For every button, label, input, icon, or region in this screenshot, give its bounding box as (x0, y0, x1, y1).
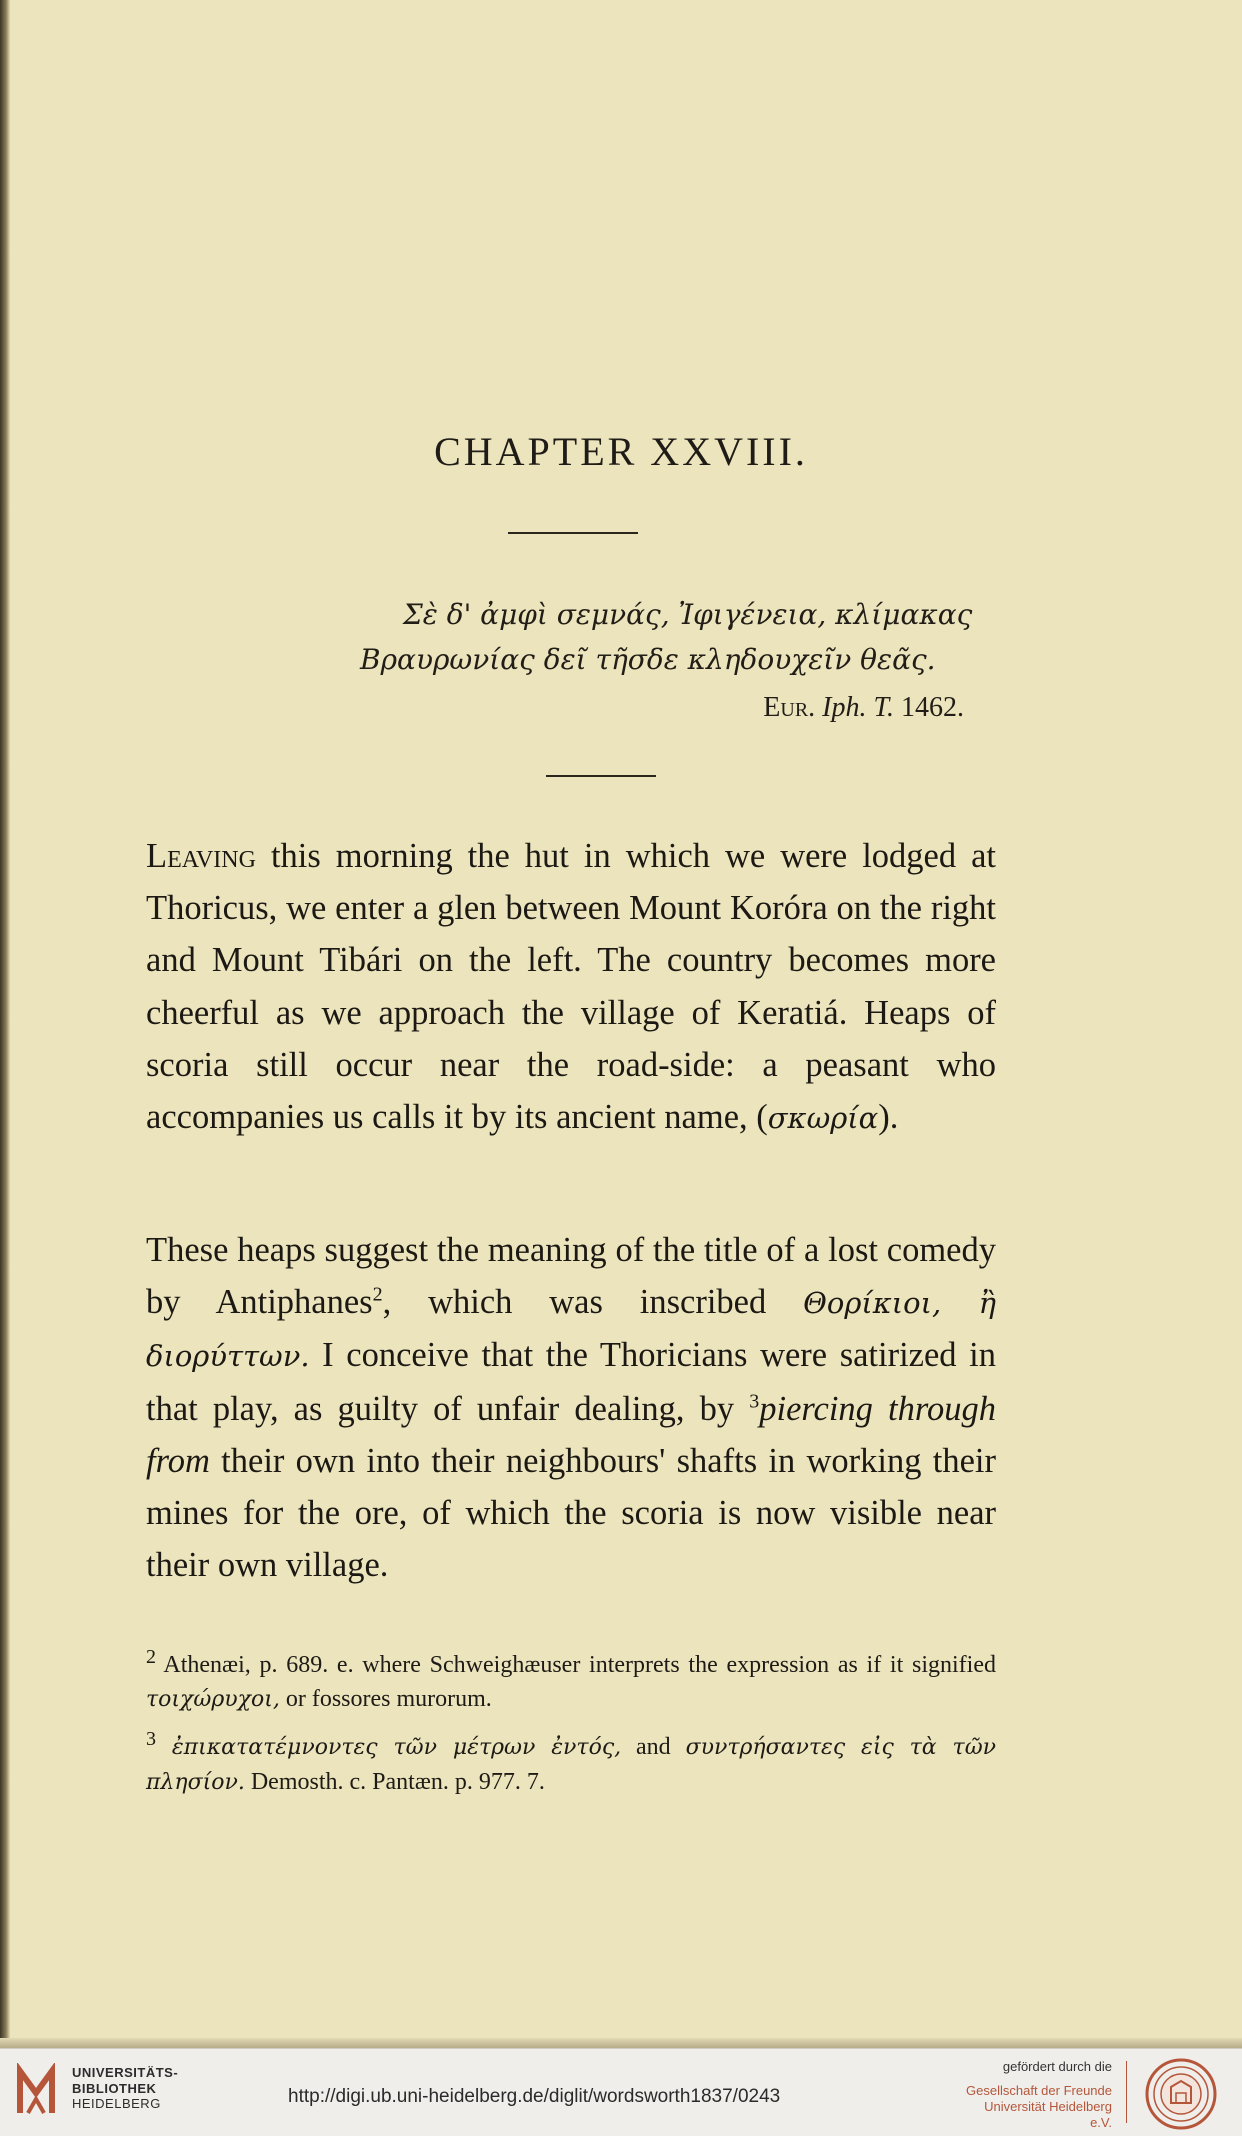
sponsor-divider (1126, 2061, 1127, 2123)
library-name-line: HEIDELBERG (72, 2096, 161, 2111)
footnote-greek: συντρήσαντες εἰς τὰ τῶν πλησίον. (146, 1735, 997, 1795)
paragraph-2 (146, 1224, 996, 1591)
greek-title: Θορίκιοι, ἢ διορύττων. (146, 1286, 996, 1374)
footnote-mark: 2 (146, 1646, 156, 1668)
footnote-mark: 3 (146, 1728, 156, 1750)
footnote-ref[interactable]: 2 (372, 1283, 383, 1306)
paragraph-text: I conceive that the Thoricians were satirized in that play, as guilty of unfair dealing, by (146, 1336, 996, 1428)
paragraph-1 (146, 830, 996, 1144)
footnote-greek: τοιχώρυχοι, (146, 1687, 280, 1712)
library-name-line: UNIVERSITÄTS- (72, 2065, 179, 2080)
footnote-text: or fossores murorum. (279, 1686, 492, 1712)
epigraph-rule (546, 775, 656, 777)
sponsor-name-line: Universität Heidelberg e.V. (984, 2099, 1112, 2130)
footnote-text: Demosth. c. Pantæn. p. 977. 7. (244, 1769, 545, 1795)
footnote-ref[interactable]: 3 (749, 1390, 760, 1413)
citation-line: 1462. (901, 692, 964, 723)
viewer-footer (0, 2048, 1242, 2136)
paragraph-text: this morning the hut in which we were lodged at Thoricus, we enter a glen between Mount Koróra on the right and Mount Tibári on the left. The country becomes more cheerful as we approach the village of Keratiá. Heaps of scoria still occur near the road-side: a peasant who accompanies us calls it by its ancient name, ( (146, 837, 996, 1137)
footnote-text: and (621, 1734, 686, 1760)
library-name-line: BIBLIOTHEK (72, 2080, 157, 2096)
library-logo-icon[interactable] (14, 2063, 60, 2119)
footnote-3 (146, 1730, 996, 1800)
italic-phrase: piercing through from (146, 1389, 996, 1480)
epigraph-citation (763, 692, 964, 724)
footnote-greek: ἐπικατατέμνοντες τῶν μέτρων ἐντός, (156, 1735, 622, 1760)
citation-work: Iph. T. (822, 692, 894, 723)
chapter-title: CHAPTER XXVIII. (434, 429, 808, 474)
university-seal-icon[interactable] (1144, 2057, 1218, 2131)
paragraph-text: These heaps suggest the meaning of the title of a lost comedy by Antiphanes (146, 1231, 996, 1322)
page-bottom-edge (0, 2038, 1242, 2048)
library-name[interactable] (72, 2065, 178, 2112)
sponsor-prefix: gefördert durch die (1002, 2059, 1112, 2074)
epigraph-line-2: Βραυρωνίας δεῖ τῆσδε κληδουχεῖν θεᾶς. (360, 643, 936, 676)
sponsor-name-line: Gesellschaft der Freunde (966, 2083, 1112, 2098)
epigraph-line-1: Σὲ δ' ἀμφὶ σεμνάς, Ἰφιγένεια, κλίμακας (403, 598, 973, 631)
title-rule (508, 532, 638, 534)
paragraph-lead-word: Leaving (146, 837, 256, 875)
citation-author: Eur. (763, 692, 816, 723)
greek-word: σκωρία (767, 1101, 879, 1136)
footnote-text: Athenæi, p. 689. e. where Schweighæuser interprets the expression as if it signified (156, 1652, 996, 1678)
sponsor-credit[interactable] (962, 2059, 1112, 2131)
paragraph-text: , which was inscribed (382, 1283, 804, 1322)
paragraph-text: ). (878, 1098, 899, 1137)
page-spine-edge (0, 0, 10, 2048)
paragraph-text: their own into their neighbours' shafts in working their mines for the ore, of which the scoria is now visible near their own village. (146, 1441, 996, 1585)
footnote-2 (146, 1648, 996, 1717)
permalink-url[interactable]: http://digi.ub.uni-heidelberg.de/diglit/wordsworth1837/0243 (288, 2086, 781, 2107)
